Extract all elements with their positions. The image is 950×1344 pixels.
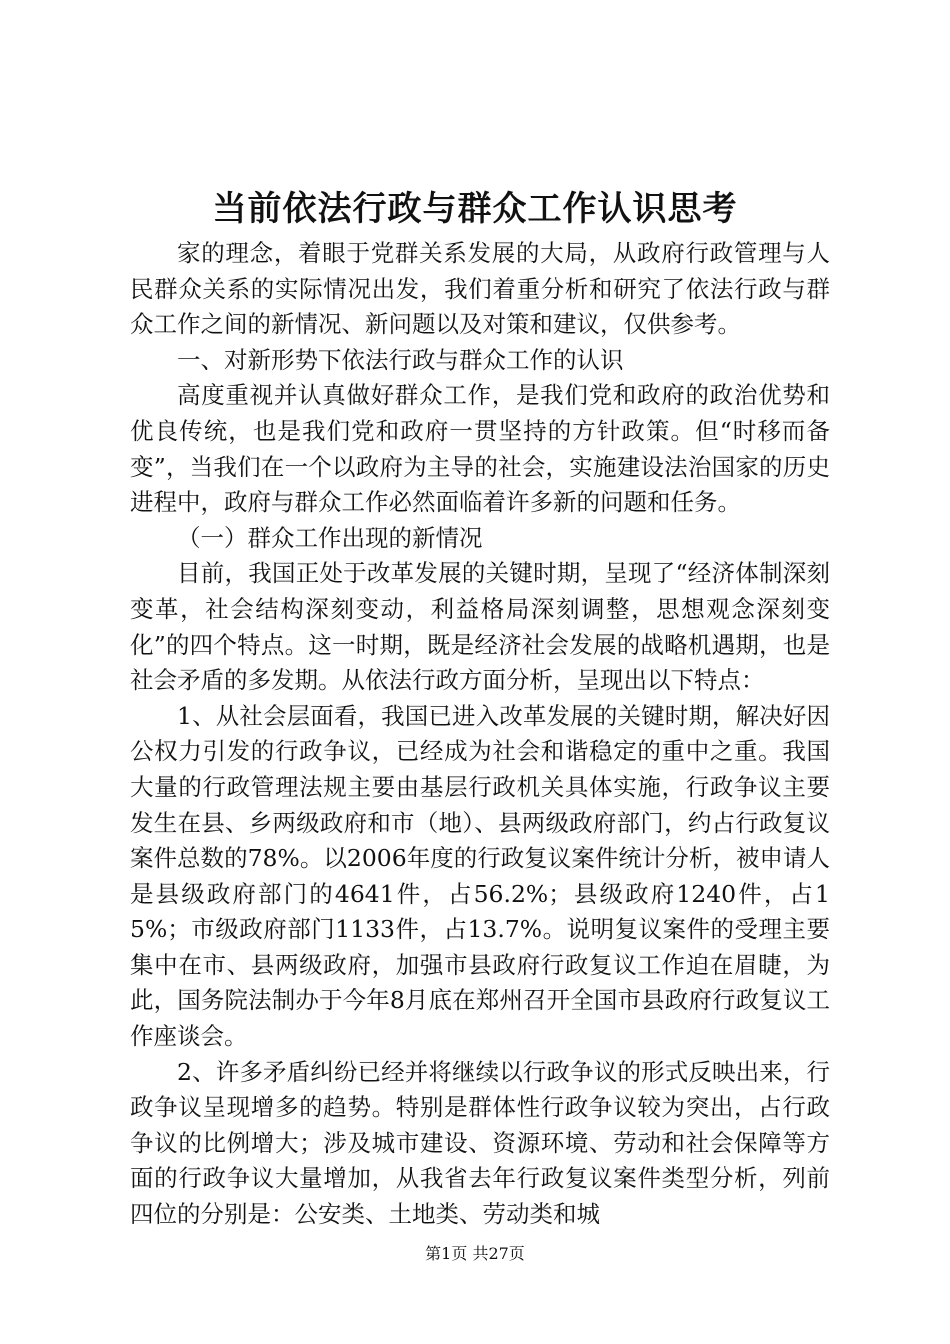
subsection-heading-1: （一）群众工作出现的新情况 xyxy=(177,523,483,552)
paragraph-point-2: 2、许多矛盾纠纷已经并将继续以行政争议的形式反映出来，行政争议呈现增多的趋势。特别是群体性行政争议较为突出，占行政争议的比例增大；涉及城市建设、资源环境、劳动和社会保障等方面的行政争议大量增加，从我省去年行政复议案件类型分析，列前四位的分别是：公安类、土地类、劳动类和城 xyxy=(130,1057,830,1229)
page-number-footer: 第1页 共27页 xyxy=(425,1244,525,1263)
section-heading-1: 一、对新形势下依法行政与群众工作的认识 xyxy=(177,345,624,374)
paragraph-point-1: 1、从社会层面看，我国已进入改革发展的关键时期，解决好因公权力引发的行政争议，已经成为社会和谐稳定的重中之重。我国大量的行政管理法规主要由基层行政机关具体实施，行政争议主要发生在县、乡两级政府和市（地）、县两级政府部门，约占行政复议案件总数的78%。以2006年度的行政复议案件统计分析，被申请人是县级政府部门的4641件，占56.2%；县级政府1240件，占15%；市级政府部门1133件，占13.7%。说明复议案件的受理主要集中在市、县两级政府，加强市县政府行政复议工作迫在眉睫，为此，国务院法制办于今年8月底在郑州召开全国市县政府行政复议工作座谈会。 xyxy=(130,701,830,1051)
paragraph-2: 目前，我国正处于改革发展的关键时期，呈现了“经济体制深刻变革，社会结构深刻变动，利益格局深刻调整，思想观念深刻变化”的四个特点。这一时期，既是经济社会发展的战略机遇期，也是社会矛盾的多发期。从依法行政方面分析，呈现出以下特点： xyxy=(130,559,830,695)
paragraph-intro: 家的理念，着眼于党群关系发展的大局，从政府行政管理与人民群众关系的实际情况出发，我们着重分析和研究了依法行政与群众工作之间的新情况、新问题以及对策和建议，仅供参考。 xyxy=(130,239,830,339)
paragraph-1: 高度重视并认真做好群众工作，是我们党和政府的政治优势和优良传统，也是我们党和政府一贯坚持的方针政策。但“时移而备变”，当我们在一个以政府为主导的社会，实施建设法治国家的历史进程中，政府与群众工作必然面临着许多新的问题和任务。 xyxy=(130,381,830,517)
document-title: 当前依法行政与群众工作认识思考 xyxy=(212,189,738,229)
document-body xyxy=(130,236,830,1233)
